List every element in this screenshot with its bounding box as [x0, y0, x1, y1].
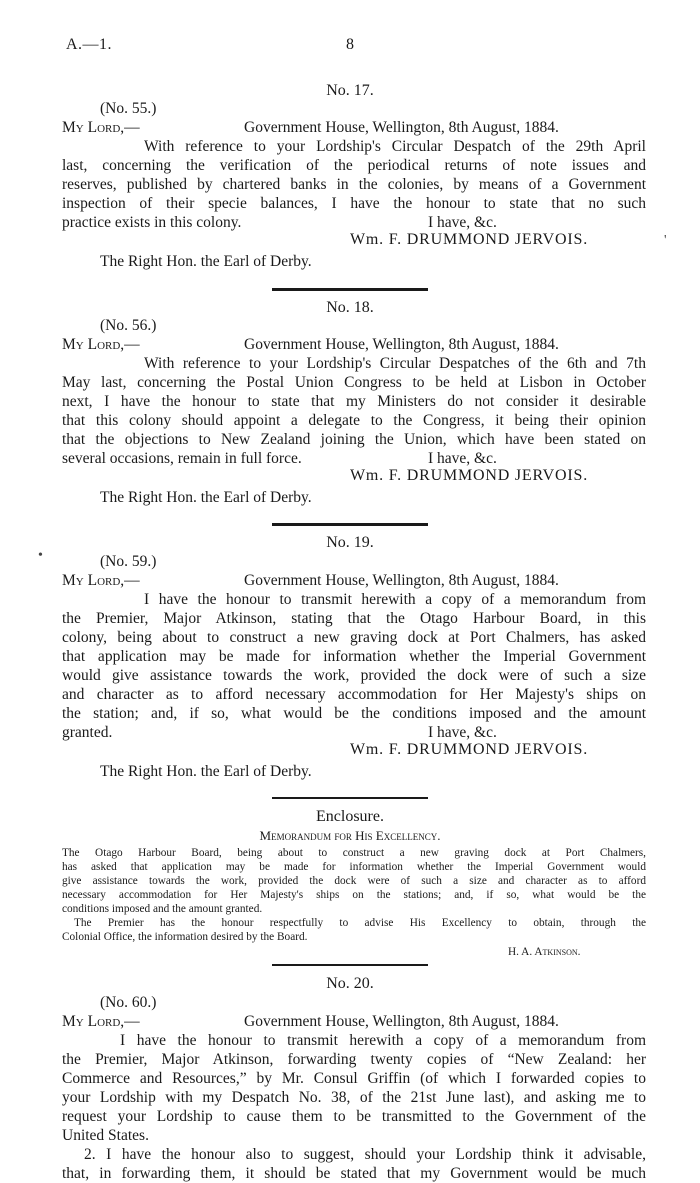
section-divider	[272, 523, 428, 526]
salutation: My Lord,—	[62, 119, 140, 136]
despatch-ref: (No. 55.)	[100, 100, 157, 117]
salutation: My Lord,—	[62, 336, 140, 353]
enclosure-subtitle: Memorandum for His Excellency.	[259, 828, 441, 843]
body-line: granted.	[62, 724, 113, 741]
despatch-ref: (No. 60.)	[100, 994, 157, 1011]
salutation: My Lord,—	[62, 572, 140, 589]
addressee: The Right Hon. the Earl of Derby.	[100, 253, 312, 270]
despatch-ref: (No. 56.)	[100, 317, 157, 334]
letter-number: No. 20.	[326, 975, 374, 992]
body-line: 2. I have the honour also to suggest, should your Lordship think it advisable,	[84, 1146, 646, 1163]
body-line: that, in forwarding them, it should be stated that my Government would be much	[62, 1165, 646, 1182]
closing: I have, &c.	[428, 450, 497, 467]
body-line: I have the honour to transmit herewith a copy of a memorandum from	[120, 1032, 646, 1049]
enclosure-title: Enclosure.	[316, 808, 384, 825]
document-reference: A.—1.	[66, 36, 113, 53]
print-mark: '	[664, 233, 667, 248]
body-line: the station; and, if so, what would be the conditions imposed and the amount	[62, 705, 646, 722]
letter-number: No. 17.	[326, 82, 374, 99]
enclosure-line: conditions imposed and the amount granted.	[62, 903, 263, 915]
body-line: practice exists in this colony.	[62, 214, 242, 231]
enclosure-line: Colonial Office, the information desired by the Board.	[62, 931, 308, 943]
letter-address: Government House, Wellington, 8th August, 1884.	[244, 119, 559, 136]
addressee: The Right Hon. the Earl of Derby.	[100, 489, 312, 506]
section-divider	[272, 288, 428, 291]
addressee: The Right Hon. the Earl of Derby.	[100, 763, 312, 780]
enclosure-line: give assistance towards the work, provided the dock were of such a size and character as to afford	[62, 875, 646, 887]
enclosure-line: necessary accommodation for Her Majesty's ships on the stations; and, if so, what would be the	[62, 889, 646, 901]
body-line: I have the honour to transmit herewith a copy of a memorandum from	[144, 591, 646, 608]
signature: Wm. F. DRUMMOND JERVOIS.	[350, 467, 588, 484]
body-line: that this colony should appoint a delegate to the Congress, it being their opinion	[62, 412, 646, 429]
body-line: With reference to your Lordship's Circular Despatch of the 29th April	[144, 138, 646, 155]
body-line: that the objections to New Zealand joining the Union, which have been stated on	[62, 431, 646, 448]
enclosure-signature: H. A. Atkinson.	[508, 946, 581, 958]
letter-number: No. 18.	[326, 299, 374, 316]
section-divider	[272, 797, 428, 799]
body-line: With reference to your Lordship's Circular Despatches of the 6th and 7th	[144, 355, 646, 372]
signature: Wm. F. DRUMMOND JERVOIS.	[350, 231, 588, 248]
enclosure-line: has asked that application may be made for information whether the Imperial Government would	[62, 861, 646, 873]
enclosure-line: The Premier has the honour respectfully to advise His Excellency to obtain, through the	[74, 917, 646, 929]
page-number: 8	[346, 36, 354, 53]
letter-address: Government House, Wellington, 8th August, 1884.	[244, 572, 559, 589]
body-line: United States.	[62, 1127, 149, 1144]
body-line: your Lordship with my Despatch No. 38, of the 21st June last), and asking me to	[62, 1089, 646, 1106]
despatch-ref: (No. 59.)	[100, 553, 157, 570]
enclosure-line: The Otago Harbour Board, being about to construct a new graving dock at Port Chalmers,	[62, 847, 646, 859]
body-line: last, concerning the verification of the periodical returns of note issues and	[62, 157, 646, 174]
body-line: that application may be made for information whether the Imperial Government	[62, 648, 646, 665]
print-mark: •	[38, 548, 43, 563]
closing: I have, &c.	[428, 724, 497, 741]
body-line: the Premier, Major Atkinson, stating that the Otago Harbour Board, in this	[62, 610, 646, 627]
letter-address: Government House, Wellington, 8th August, 1884.	[244, 336, 559, 353]
body-line: the Premier, Major Atkinson, forwarding twenty copies of “New Zealand: her	[62, 1051, 646, 1068]
body-line: several occasions, remain in full force.	[62, 450, 302, 467]
body-line: reserves, published by chartered banks in the colonies, by means of a Government	[62, 176, 646, 193]
closing: I have, &c.	[428, 214, 497, 231]
signature: Wm. F. DRUMMOND JERVOIS.	[350, 741, 588, 758]
letter-number: No. 19.	[326, 534, 374, 551]
body-line: inspection of their specie balances, I have the honour to state that no such	[62, 195, 646, 212]
section-divider	[272, 964, 428, 966]
letter-address: Government House, Wellington, 8th August, 1884.	[244, 1013, 559, 1030]
body-line: and character as to afford necessary accommodation for Her Majesty's ships on	[62, 686, 646, 703]
body-line: next, I have the honour to state that my Ministers do not consider it desirable	[62, 393, 646, 410]
body-line: May last, concerning the Postal Union Congress to be held at Lisbon in October	[62, 374, 646, 391]
body-line: would give assistance towards the work, provided the dock were of such a size	[62, 667, 646, 684]
body-line: colony, being about to construct a new graving dock at Port Chalmers, has asked	[62, 629, 646, 646]
salutation: My Lord,—	[62, 1013, 140, 1030]
body-line: Commerce and Resources,” by Mr. Consul Griffin (of which I forwarded copies to	[62, 1070, 646, 1087]
body-line: request your Lordship to cause them to be transmitted to the Government of the	[62, 1108, 646, 1125]
